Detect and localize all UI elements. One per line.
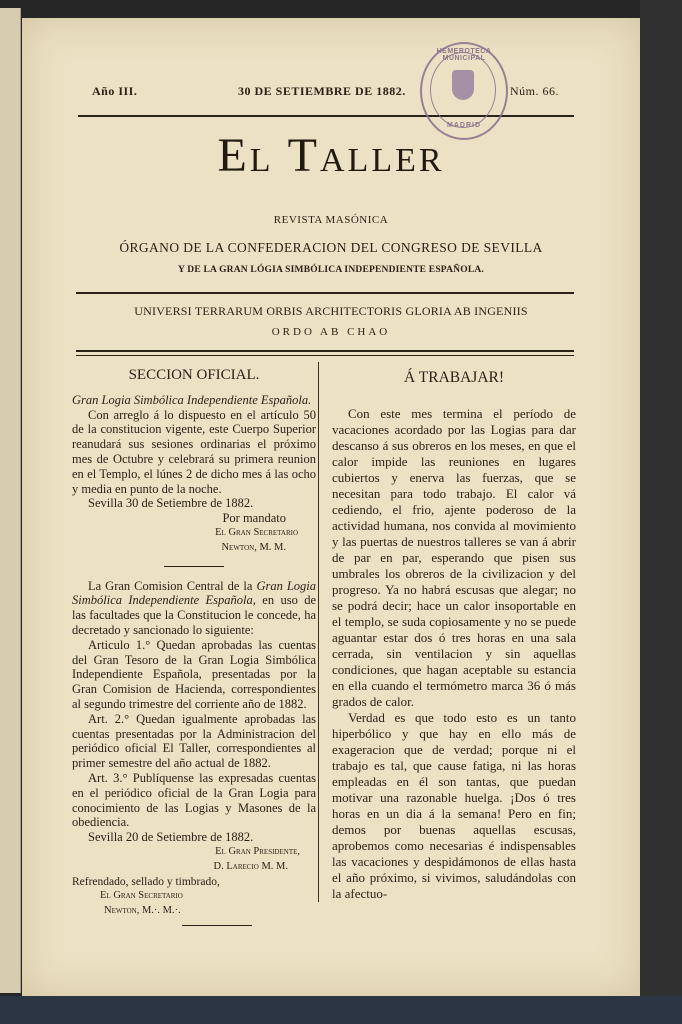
article-heading: Á TRABAJAR! <box>403 369 505 386</box>
end-rule <box>182 925 252 926</box>
decree-2-intro-c: en uso de las facultades que la Constitucion le concede, ha decretado y sancionado lo siguiente: <box>72 593 316 637</box>
organ-line: ÓRGANO DE LA CONFEDERACION DEL CONGRESO DE SEVILLA <box>119 240 543 255</box>
article-paragraph-1: Con este mes termina el período de vacaciones acordado por las Logias para dar descanso á sus obreros en los meses, en que el calor impide las reuniones en lugares cubiertos y enerva las fuerzas, que se necesitan para todo trabajo. El calor vá cediendo, el frio, ajente poderoso de la actividad humana, nos convida al movimiento y las puertas de nuestros talleres se van á abrir de par en par, esperando que pisen sus umbrales los obreros de la civilizacion y del progreso. Ya no habrá escusas que alegar; no se podrá decir; hace un calor insoportable en el templo, se suda copiosamente y no se puede aguantar estar dos ó tres horas en una sala cerrada, sin ventilacion y sin aquellas condiciones, que hagan aceptable su estancia en ella cuando el termómetro marca 36 ó más grados de calor. <box>332 406 576 709</box>
decree-2-signature-1: El Gran Presidente, <box>215 845 300 857</box>
stamp-bottom-text: MADRID <box>447 122 481 129</box>
left-column <box>72 368 316 926</box>
masthead-rule-2 <box>76 350 574 352</box>
article-1: Articulo 1.° Quedan aprobadas las cuentas del Gran Tesoro de la Gran Logia Simbólica Independiente Española, presentadas por la Gran Comision de Hacienda, correspondientes al segundo trimestre del corriente año de 1882. <box>72 637 316 711</box>
decree-2-intro-b: Gran Logia Simbólica Independiente Española, <box>72 578 317 608</box>
decree-2-date: Sevilla 20 de Setiembre de 1882. <box>88 830 254 845</box>
scan-background-right <box>640 0 682 1024</box>
decree-2-intro <box>72 579 316 638</box>
decree-2-signature-4: El Gran Secretario <box>100 890 183 902</box>
decree-1-body: Con arreglo á lo dispuesto en el artículo 50 de la constitucion vigente, este Cuerpo Superior reanudará sus sesiones ordinarias el próximo mes de Octubre y celebrará su primera reunion en el Templo, el lúnes 2 de dicho mes á las ocho y media en punto de la noche. <box>72 407 316 496</box>
article-paragraph-2: Verdad es que todo esto es un tanto hiperbólico y que hay en ello más de exageracion que de verdad; porque ni el trabajo es tal, que cause fatiga, ni las horas empleadas en él son tantas, que puedan motivar una razonable huelga. ¡Dos ó tres horas en un dia á la semana! Pero en fin; demos por buenas aquellas escusas, aprobemos como necesarias é indispensables las vacaciones y despidámonos de ellas hasta el año próximo, si vivimos, saludándolas con la afectuo- <box>332 710 576 901</box>
decree-1-date: Sevilla 30 de Setiembre de 1882. <box>88 496 254 511</box>
previous-page-edge <box>0 8 21 993</box>
right-column <box>332 370 576 902</box>
issue-number: Núm. 66. <box>510 84 559 98</box>
article-3: Art. 3.° Publíquense las expresadas cuentas en el periódico oficial de la Gran Logia para conocimiento de las Logias y Masones de la obediencia. <box>72 770 316 830</box>
decree-2-intro-a: La Gran Comision Central de la <box>88 578 253 593</box>
library-stamp <box>420 42 508 140</box>
decree-2-signature-2: D. Larecio M. M. <box>213 860 288 872</box>
scan-background-bottom <box>0 996 682 1024</box>
separator-rule <box>164 566 224 567</box>
organ-line-2: Y DE LA GRAN LÓGIA SIMBÓLICA INDEPENDIENTE ESPAÑOLA. <box>177 265 484 275</box>
section-heading: SECCION OFICIAL. <box>128 367 260 383</box>
issue-date: 30 DE SETIEMBRE DE 1882. <box>238 84 406 98</box>
newspaper-title: El Taller <box>217 129 445 182</box>
subtitle: REVISTA MASÓNICA <box>273 214 389 226</box>
decree-1-signature-3: Newton, M. M. <box>221 541 286 553</box>
masthead-rule-1 <box>76 292 574 294</box>
decree-1-signature-2: El Gran Secretario <box>215 526 298 538</box>
decree-2-signature-5: Newton, M.·. M.·. <box>104 905 181 917</box>
stamp-top-text: HEMEROTECA MUNICIPAL <box>436 48 492 62</box>
issue-year: Año III. <box>92 84 138 98</box>
decree-2-signature-3: Refrendado, sellado y timbrado, <box>72 875 220 888</box>
decree-1-title: Gran Logia Simbólica Independiente Española. <box>72 392 312 407</box>
motto-2: ORDO AB CHAO <box>271 326 391 338</box>
decree-1-signature-1: Por mandato <box>222 511 286 526</box>
motto: UNIVERSI TERRARUM ORBIS ARCHITECTORIS GLORIA AB INGENIIS <box>134 304 528 318</box>
masthead-rule-3 <box>76 355 574 356</box>
column-divider <box>318 362 319 902</box>
coat-of-arms-icon <box>452 70 474 100</box>
article-2: Art. 2.° Quedan igualmente aprobadas las cuentas presentadas por la Administracion del periódico oficial El Taller, correspondientes al primer semestre del año actual de 1882. <box>72 711 316 771</box>
